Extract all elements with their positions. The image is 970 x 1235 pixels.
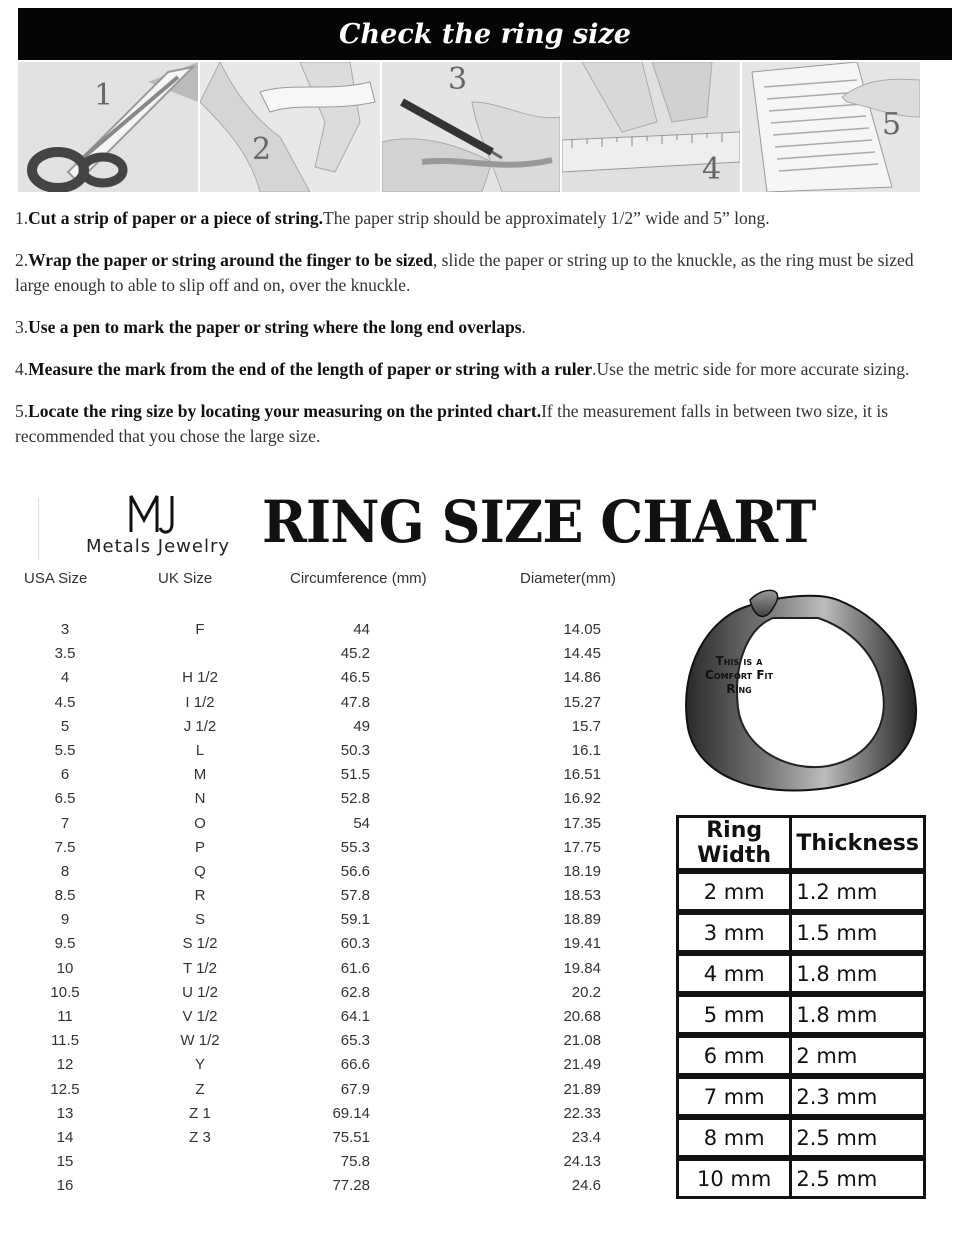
circ-size-cell: 64.1 bbox=[340, 1008, 370, 1025]
circ-size-cell: 47.8 bbox=[340, 693, 370, 711]
width-thickness-table bbox=[676, 815, 926, 1199]
circ-size-cell: 56.6 bbox=[340, 862, 370, 880]
uk-size-cell: R bbox=[194, 887, 206, 905]
dia-size-cell: 18.19 bbox=[563, 862, 601, 880]
usa-size-cell: 10 bbox=[56, 959, 74, 977]
step-5-panel bbox=[742, 62, 920, 192]
uk-size-cell: S bbox=[194, 911, 205, 929]
ring-width-cell: 6 mm bbox=[678, 1035, 791, 1076]
circ-size-cell: 50.3 bbox=[340, 741, 370, 759]
table-row bbox=[678, 953, 925, 994]
ring-width-cell: 5 mm bbox=[678, 994, 791, 1035]
uk-size-cell: L bbox=[195, 741, 205, 759]
table-row bbox=[678, 994, 925, 1035]
brand-name: Metals Jewelry bbox=[86, 536, 231, 557]
usa-size-cell: 12 bbox=[56, 1056, 74, 1074]
usa-size-cell: 8.5 bbox=[54, 887, 76, 905]
header-ring-width: Ring Width bbox=[678, 817, 791, 872]
step-3-panel bbox=[382, 62, 562, 192]
thickness-cell: 2 mm bbox=[791, 1035, 925, 1076]
header-circumference: Circumference (mm) bbox=[290, 570, 427, 587]
instructions bbox=[15, 206, 945, 466]
usa-size-cell: 14 bbox=[56, 1128, 74, 1146]
circ-size-cell: 67.9 bbox=[340, 1080, 370, 1098]
instruction-3: 3.Use a pen to mark the paper or string where the long end overlaps. bbox=[15, 317, 526, 337]
uk-size-cell: I 1/2 bbox=[185, 693, 215, 711]
ring-width-cell: 4 mm bbox=[678, 953, 791, 994]
step-number: 3 bbox=[448, 62, 468, 97]
ring-width-cell: 3 mm bbox=[678, 912, 791, 953]
header-uk-size: UK Size bbox=[158, 570, 213, 587]
ring-width-cell: 7 mm bbox=[678, 1076, 791, 1117]
usa-size-cell: 3.5 bbox=[54, 645, 76, 663]
usa-size-cell: 3 bbox=[60, 621, 70, 638]
table-row bbox=[678, 1117, 925, 1158]
thickness-cell: 1.8 mm bbox=[791, 994, 925, 1035]
dia-size-cell: 19.41 bbox=[563, 935, 601, 953]
usa-size-cell: 7 bbox=[60, 814, 70, 832]
ring-width-cell: 10 mm bbox=[678, 1158, 791, 1198]
thickness-cell: 1.2 mm bbox=[791, 871, 925, 912]
usa-size-cell: 8 bbox=[60, 862, 70, 880]
circ-size-cell: 49 bbox=[353, 717, 370, 735]
instruction-2: 2.Wrap the paper or string around the finger to be sized, slide the paper or string up to the knuckle, as the ring must be sized large enough to able to slip off and on, over the knuckle. bbox=[15, 250, 914, 295]
uk-size-cell: U 1/2 bbox=[182, 983, 218, 1001]
dia-size-cell: 19.84 bbox=[563, 959, 601, 977]
uk-size-cell: Z 3 bbox=[189, 1128, 211, 1146]
uk-size-cell bbox=[170, 642, 230, 666]
dia-size-cell: 21.89 bbox=[563, 1080, 601, 1098]
dia-size-cell: 16.51 bbox=[563, 766, 601, 784]
table-row bbox=[678, 871, 925, 912]
uk-size-cell: P bbox=[194, 838, 205, 856]
divider bbox=[38, 498, 39, 560]
usa-size-cell: 11.5 bbox=[50, 1032, 80, 1050]
header-banner bbox=[18, 8, 952, 60]
circ-size-cell: 52.8 bbox=[340, 790, 370, 808]
uk-size-cell: W 1/2 bbox=[180, 1032, 220, 1050]
circ-size-cell: 75.51 bbox=[332, 1128, 370, 1146]
circ-size-cell: 46.5 bbox=[340, 669, 370, 687]
uk-size-cell: N bbox=[194, 790, 206, 808]
circ-size-cell: 51.5 bbox=[340, 766, 370, 784]
ring-width-cell: 2 mm bbox=[678, 871, 791, 912]
uk-size-cell: M bbox=[193, 766, 207, 784]
usa-size-cell: 15 bbox=[56, 1153, 74, 1171]
circ-size-cell: 44 bbox=[353, 621, 370, 638]
circ-size-cell: 60.3 bbox=[340, 935, 370, 953]
step-number: 2 bbox=[252, 132, 272, 167]
uk-size-cell: O bbox=[194, 814, 206, 832]
usa-size-cell: 5 bbox=[60, 717, 70, 735]
usa-size-cell: 16 bbox=[56, 1177, 74, 1195]
dia-size-cell: 21.08 bbox=[563, 1032, 601, 1050]
usa-size-cell: 6.5 bbox=[54, 790, 76, 808]
thickness-cell: 1.8 mm bbox=[791, 953, 925, 994]
step-1-panel bbox=[18, 62, 200, 192]
dia-size-cell: 17.75 bbox=[563, 838, 601, 856]
circ-size-cell: 62.8 bbox=[340, 983, 370, 1001]
dia-size-cell: 16.1 bbox=[571, 741, 601, 759]
ring-width-cell: 8 mm bbox=[678, 1117, 791, 1158]
uk-size-cell: Z bbox=[195, 1080, 205, 1098]
uk-size-cell: Q bbox=[194, 862, 206, 880]
thickness-cell: 1.5 mm bbox=[791, 912, 925, 953]
dia-size-cell: 15.27 bbox=[563, 693, 601, 711]
step-number: 4 bbox=[702, 152, 722, 187]
dia-size-cell: 22.33 bbox=[563, 1104, 601, 1122]
circumference-column bbox=[300, 618, 370, 1199]
table-header-row bbox=[678, 817, 925, 872]
usa-size-cell: 4.5 bbox=[54, 693, 76, 711]
dia-size-cell: 23.4 bbox=[571, 1128, 601, 1146]
thickness-cell: 2.3 mm bbox=[791, 1076, 925, 1117]
step-number: 5 bbox=[882, 107, 902, 142]
uk-size-column bbox=[170, 618, 230, 1199]
circ-size-cell: 45.2 bbox=[340, 645, 370, 663]
chart-title: RING SIZE CHART bbox=[262, 488, 816, 556]
usa-size-cell: 7.5 bbox=[54, 838, 76, 856]
usa-size-column bbox=[40, 618, 90, 1199]
step-4-panel bbox=[562, 62, 742, 192]
circ-size-cell: 57.8 bbox=[340, 887, 370, 905]
header-diameter: Diameter(mm) bbox=[520, 570, 616, 587]
dia-size-cell: 16.92 bbox=[563, 790, 601, 808]
instruction-5: 5.Locate the ring size by locating your measuring on the printed chart.If the measurement falls in between two size, it is recommended that you chose the large size. bbox=[15, 401, 889, 446]
diameter-column bbox=[530, 618, 601, 1199]
step-number: 1 bbox=[94, 78, 114, 113]
usa-size-cell: 12.5 bbox=[50, 1080, 80, 1098]
table-row bbox=[678, 1076, 925, 1117]
dia-size-cell: 14.86 bbox=[563, 669, 601, 687]
uk-size-cell: J 1/2 bbox=[183, 717, 217, 735]
usa-size-cell: 11 bbox=[57, 1008, 73, 1025]
header-usa-size: USA Size bbox=[24, 570, 88, 587]
dia-size-cell: 18.53 bbox=[563, 887, 601, 905]
dia-size-cell: 20.2 bbox=[571, 983, 601, 1001]
circ-size-cell: 65.3 bbox=[340, 1032, 370, 1050]
uk-size-cell: Z 1 bbox=[189, 1104, 211, 1122]
circ-size-cell: 59.1 bbox=[340, 911, 370, 929]
finger-wrap-icon bbox=[200, 62, 380, 192]
circ-size-cell: 61.6 bbox=[340, 959, 370, 977]
dia-size-cell: 18.89 bbox=[563, 911, 601, 929]
usa-size-cell: 5.5 bbox=[54, 741, 76, 759]
uk-size-cell bbox=[170, 1174, 230, 1198]
usa-size-cell: 9 bbox=[60, 911, 70, 929]
usa-size-cell: 13 bbox=[56, 1104, 74, 1122]
uk-size-cell: F bbox=[195, 621, 205, 638]
pen-mark-icon bbox=[382, 62, 560, 192]
uk-size-cell: T 1/2 bbox=[183, 959, 217, 977]
instruction-1: 1.Cut a strip of paper or a piece of string.The paper strip should be approximately 1/2” wide and 5” long. bbox=[15, 208, 770, 228]
header-thickness: Thickness bbox=[791, 817, 925, 872]
circ-size-cell: 54 bbox=[353, 814, 370, 832]
comfort-fit-caption: This is a Comfort Fit Ring bbox=[705, 654, 773, 696]
instruction-4: 4.Measure the mark from the end of the length of paper or string with a ruler.Use the metric side for more accurate sizing. bbox=[15, 359, 910, 379]
brand-logo bbox=[128, 492, 188, 536]
uk-size-cell: H 1/2 bbox=[182, 669, 218, 687]
usa-size-cell: 6 bbox=[60, 766, 70, 784]
page-title: Check the ring size bbox=[339, 18, 631, 50]
dia-size-cell: 14.05 bbox=[563, 621, 601, 638]
circ-size-cell: 77.28 bbox=[332, 1177, 370, 1195]
table-row bbox=[678, 1158, 925, 1198]
circ-size-cell: 66.6 bbox=[340, 1056, 370, 1074]
thickness-cell: 2.5 mm bbox=[791, 1158, 925, 1198]
circ-size-cell: 55.3 bbox=[340, 838, 370, 856]
step-illustrations bbox=[18, 62, 952, 192]
uk-size-cell: V 1/2 bbox=[182, 1008, 218, 1025]
thickness-cell: 2.5 mm bbox=[791, 1117, 925, 1158]
dia-size-cell: 15.7 bbox=[571, 717, 601, 735]
dia-size-cell: 24.6 bbox=[571, 1177, 601, 1195]
circ-size-cell: 75.8 bbox=[340, 1153, 370, 1171]
uk-size-cell: S 1/2 bbox=[182, 935, 218, 953]
step-2-panel bbox=[200, 62, 382, 192]
usa-size-cell: 10.5 bbox=[50, 983, 80, 1001]
uk-size-cell: Y bbox=[194, 1056, 205, 1074]
dia-size-cell: 17.35 bbox=[563, 814, 601, 832]
table-row bbox=[678, 1035, 925, 1076]
dia-size-cell: 20.68 bbox=[563, 1008, 601, 1025]
circ-size-cell: 69.14 bbox=[332, 1104, 370, 1122]
dia-size-cell: 14.45 bbox=[563, 645, 601, 663]
uk-size-cell bbox=[170, 1150, 230, 1174]
usa-size-cell: 4 bbox=[60, 669, 70, 687]
dia-size-cell: 24.13 bbox=[563, 1153, 601, 1171]
table-row bbox=[678, 912, 925, 953]
usa-size-cell: 9.5 bbox=[54, 935, 76, 953]
dia-size-cell: 21.49 bbox=[563, 1056, 601, 1074]
